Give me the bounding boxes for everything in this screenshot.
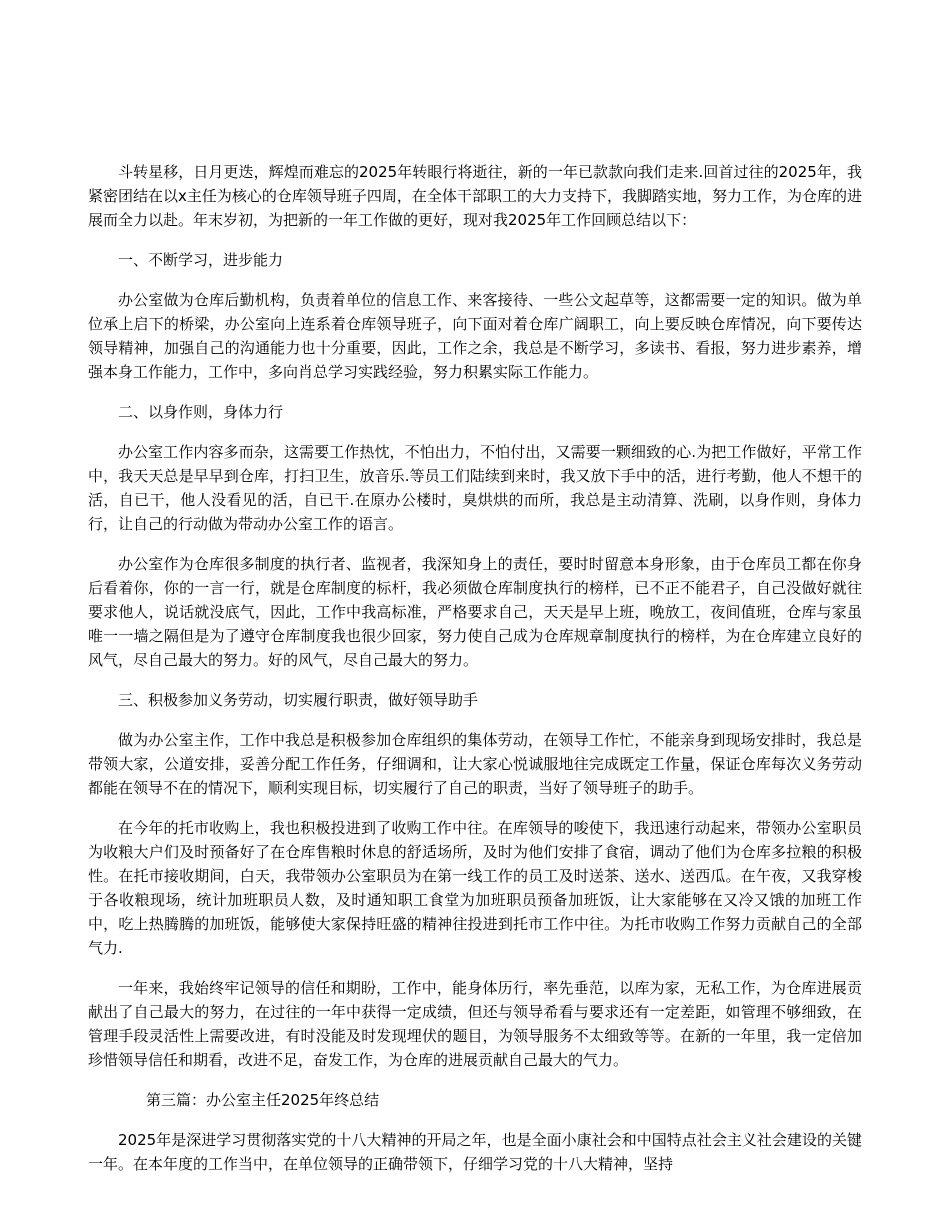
body-paragraph-4: 办公室作为仓库很多制度的执行者、监视者，我深知身上的责任，要时时留意本身形象，由于仓库员工都在你身后看着你，你的一言一行，就是仓库制度的标杆，我必须做仓库制度执行的榜样，已不正不能君子，自己没做好就往要求他人，说话就没底气，因此，工作中我高标准，严格要求自己，天天是早上班，晚放工，夜间值班，仓库与家虽唯一一墙之隔但是为了遵守仓库制度我也很少回家，努力使自己成为仓库规章制度执行的榜样，为在仓库建立良好的风气，尽自己最大的努力。好的风气，尽自己最大的努力。 bbox=[88, 555, 862, 669]
body-paragraph-2: 办公室做为仓库后勤机构，负责着单位的信息工作、来客接待、一些公文起草等，这都需要一定的知识。做为单位承上启下的桥梁，办公室向上连系着仓库领导班子，向下面对着仓库广阔职工，向上要反映仓库情况，向下要传达领导精神，加强自己的沟通能力也十分重要，因此，工作之余，我总是不断学习，多读书、看报，努力进步素养，增强本身工作能力，工作中，多向肖总学习实践经验，努力积累实际工作能力。 bbox=[88, 291, 862, 381]
intro-paragraph: 斗转星移，日月更迭，辉煌而难忘的2025年转眼行将逝往，新的一年已款款向我们走来.回首过往的2025年，我紧密团结在以x主任为核心的仓库领导班子四周，在全体干部职工的大力支持下，我脚踏实地，努力工作，为仓库的进展而全力以赴。年末岁初，为把新的一年工作做的更好，现对我2025年工作回顾总结以下： bbox=[88, 163, 862, 229]
body-paragraph-3: 办公室工作内容多而杂，这需要工作热忱，不怕出力，不怕付出，又需要一颗细致的心.为把工作做好，平常工作中，我天天总是早早到仓库，打扫卫生，放音乐.等员工们陆续到来时，我又放下手中的活，进行考勤，他人不想干的活，自已干，他人没看见的活，自已干.在原办公楼时，臭烘烘的而所，我总是主动清算、洗刷，以身作则，身体力行，让自己的行动做为带动办公室工作的语言。 bbox=[88, 443, 862, 533]
body-paragraph-8: 2025年是深进学习贯彻落实党的十八大精神的开局之年，也是全面小康社会和中国特点社会主义社会建设的关键一年。在本年度的工作当中，在单位领导的正确带领下，仔细学习党的十八大精神，坚持 bbox=[88, 1131, 862, 1173]
section-heading-1: 一、不断学习，进步能力 bbox=[118, 251, 284, 269]
body-paragraph-7: 一年来，我始终牢记领导的信任和期盼，工作中，能身体历行，率先垂范，以库为家，无私工作，为仓库进展贡献出了自己最大的努力，在过往的一年中获得一定成绩，但还与领导希看与要求还有一定差距，如管理不够细致，在管理手段灵活性上需要改进，有时没能及时发现埋伏的题目，为领导服务不太细致等等。在新的一年里，我一定倍加珍惜领导信任和期看，改进不足，奋发工作，为仓库的进展贡献自己最大的气力。 bbox=[88, 979, 862, 1069]
section-heading-3: 三、积极参加义务劳动，切实履行职责，做好领导助手 bbox=[118, 691, 479, 709]
chapter-title: 第三篇：办公室主任2025年终总结 bbox=[146, 1091, 380, 1109]
section-heading-2: 二、以身作则，身体力行 bbox=[118, 403, 284, 421]
body-paragraph-6: 在今年的托市收购上，我也积极投进到了收购工作中往。在库领导的唆使下，我迅速行动起来，带领办公室职员为收粮大户们及时预备好了在仓库售粮时休息的舒适场所，及时为他们安排了食宿，调动了他们为仓库多拉粮的积极性。在托市接收期间，白天，我带领办公室职员为在第一线工作的员工及时送茶、送水、送西瓜。在午夜，又我穿梭于各收粮现场，统计加班职员人数，及时通知职工食堂为加班职员预备加班饭，让大家能够在又冷又饿的加班工作中，吃上热腾腾的加班饭，能够使大家保持旺盛的精神往投进到托市工作中往。为托市收购工作努力贡献自己的全部气力. bbox=[88, 819, 862, 957]
body-paragraph-5: 做为办公室主作，工作中我总是积极参加仓库组织的集体劳动，在领导工作忙，不能亲身到现场安排时，我总是带领大家，公道安排，妥善分配工作任务，仔细调和，让大家心悦诚服地往完成既定工作量，保证仓库每次义务劳动都能在领导不在的情况下，顺利实现目标，切实履行了自己的职责，当好了领导班子的助手。 bbox=[88, 731, 862, 797]
document-page bbox=[88, 160, 862, 1192]
